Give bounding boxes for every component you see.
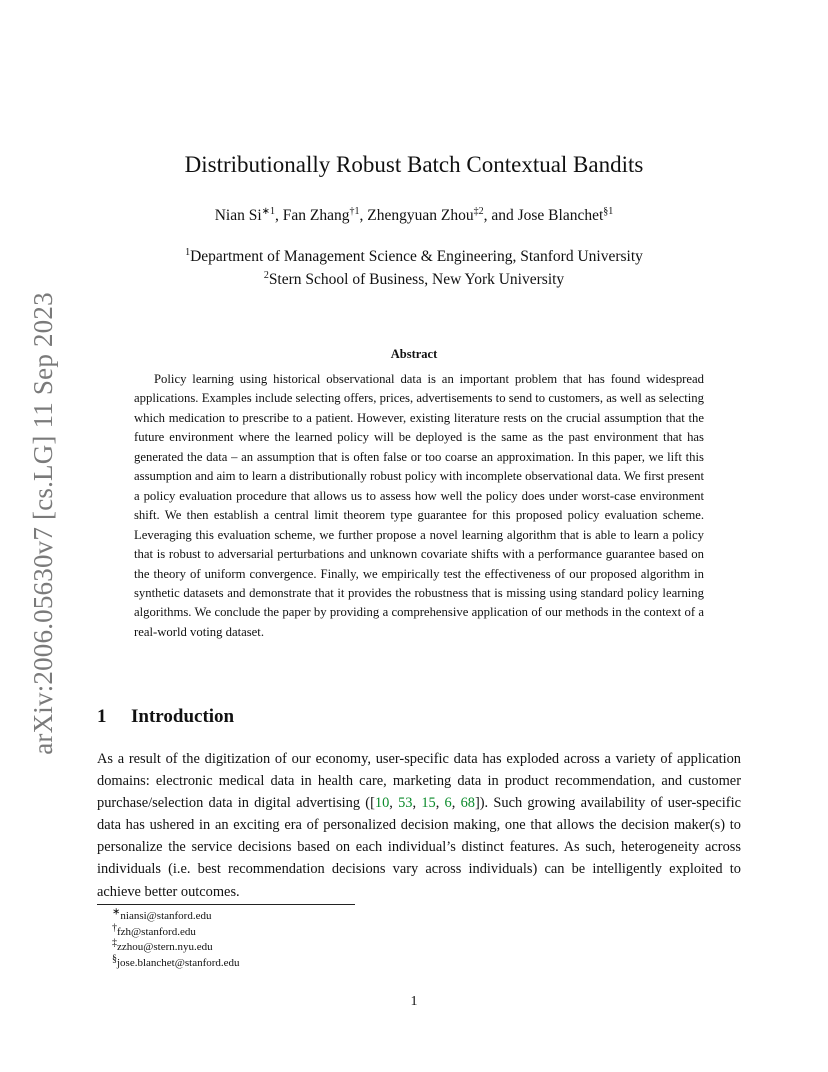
author-name: Fan Zhang xyxy=(282,207,350,224)
footnote-text: zzhou@stern.nyu.edu xyxy=(117,941,213,953)
citation-link[interactable]: 68 xyxy=(460,795,475,812)
author-name: Nian Si xyxy=(214,207,262,224)
author-mark: ∗1 xyxy=(261,205,276,217)
citation-link[interactable]: 15 xyxy=(421,795,436,812)
citation-link[interactable]: 6 xyxy=(444,795,452,812)
footnote-mark: † xyxy=(112,921,117,933)
intro-text-before-citations: As a result of the digitization of our economy, user-specific data has exploded across a variety of application domains: electronic medical data in health care, marketing data in product recommendation, and customer purchase/selection data in digital advertising ([ xyxy=(97,751,741,812)
intro-text-after-citations: ]). Such growing availability of user-specific data has ushered in an exciting era of personalized decision making, one that allows the decision maker(s) to personalize the service decisions based on each individual’s distinct features. As such, heterogeneity across individuals (i.e. best recommendation decisions vary across individuals) can be intelligently exploited to achieve better outcomes. xyxy=(97,795,741,900)
paper-title: Distributionally Robust Batch Contextual Bandits xyxy=(184,152,644,177)
footnote-text: niansi@stanford.edu xyxy=(120,910,212,922)
footnote-mark: § xyxy=(112,952,117,964)
author-list xyxy=(0,207,828,225)
abstract-paragraph: Policy learning using historical observational data is an important problem that has found widespread applications. Examples include selecting offers, prices, advertisements to send to customers, as well as selecting which medication to prescribe to a patient. However, existing literature rests on the crucial assumption that the future environment where the learned policy will be deployed is the same as the past environment that has generated the data – an assumption that is often false or too coarse an approximation. In this paper, we lift this assumption and aim to learn a distributionally robust policy with incomplete observational data. We first present a policy evaluation procedure that allows us to assess how well the policy does under worst-case environment shift. We then establish a central limit theorem type guarantee for this proposed policy evaluation scheme. Leveraging this evaluation scheme, we further propose a novel learning algorithm that is able to learn a policy that is robust to adversarial perturbations and unknown covariate shifts with a performance guarantee based on the theory of uniform convergence. Finally, we empirically test the effectiveness of our proposed algorithm in synthetic datasets and demonstrate that it provides the robustness that is missing using standard policy learning algorithms. We conclude the paper by providing a comprehensive application of our methods in the context of a real-world voting dataset. xyxy=(134,372,704,639)
affiliation-text: Stern School of Business, New York University xyxy=(268,271,565,288)
affiliation-text: Department of Management Science & Engineering, Stanford University xyxy=(190,248,643,265)
section-title: Introduction xyxy=(131,706,235,727)
footnotes xyxy=(112,906,240,971)
abstract-body xyxy=(134,370,704,642)
section-heading xyxy=(97,706,234,728)
affiliation-mark: 1 xyxy=(185,246,191,258)
footnote xyxy=(112,937,240,956)
author-separator: , xyxy=(359,207,368,224)
author-name: Zhengyuan Zhou xyxy=(367,207,474,224)
affiliations xyxy=(0,245,828,291)
introduction-body xyxy=(97,748,741,903)
abstract-heading: Abstract xyxy=(390,347,438,361)
footnote-text: jose.blanchet@stanford.edu xyxy=(117,956,240,969)
footnote-text: fzh@stanford.edu xyxy=(117,925,196,938)
footnote xyxy=(112,921,240,941)
footnote-mark: ∗ xyxy=(112,906,121,918)
author-mark: ‡2 xyxy=(473,205,484,217)
citation-link[interactable]: 53 xyxy=(398,795,413,812)
affiliation xyxy=(0,245,828,268)
author-name: Jose Blanchet xyxy=(517,207,604,224)
footnote xyxy=(112,952,240,972)
author-and: , and xyxy=(483,207,518,224)
page-number: 1 xyxy=(410,994,418,1009)
author-separator: , xyxy=(275,207,283,224)
affiliation-mark: 2 xyxy=(263,269,269,281)
citation-link[interactable]: 10 xyxy=(374,795,390,812)
affiliation xyxy=(0,268,828,291)
arxiv-identifier-text: arXiv:2006.05630v7 [cs.LG] 11 Sep 2023 xyxy=(27,291,58,755)
author-mark: †1 xyxy=(349,205,360,217)
footnote-divider xyxy=(97,904,355,905)
author-mark: §1 xyxy=(603,205,614,217)
footnote-mark: ‡ xyxy=(112,937,117,949)
introduction-paragraph: As a result of the digitization of our economy, user-specific data has exploded across a variety of application domains: electronic medical data in health care, marketing data in product recommendation, and customer purchase/selection data in digital advertising ([10, 53, 15, 6, 68]). Such growing availability of user-specific data has ushered in an exciting era of personalized decision making, one that allows the decision maker(s) to personalize the service decisions based on each individual’s distinct features. As such, heterogeneity across individuals (i.e. best recommendation decisions vary across individuals) can be intelligently exploited to achieve better outcomes. xyxy=(97,751,741,900)
section-number: 1 xyxy=(97,706,107,727)
footnote xyxy=(112,906,240,925)
